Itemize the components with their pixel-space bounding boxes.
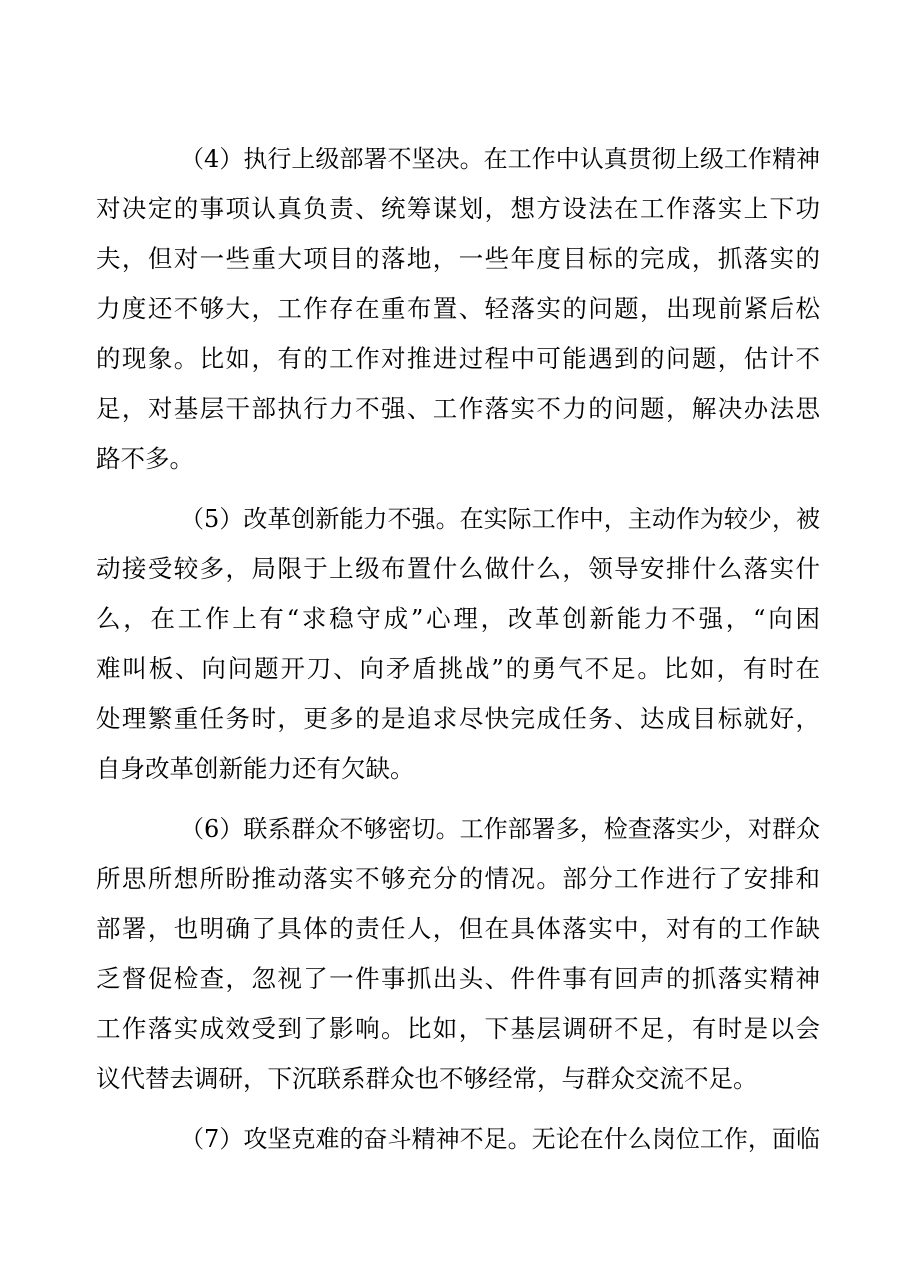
text-line: （7）攻坚克难的奋斗精神不足。无论在什么岗位工作，面临 <box>180 1125 820 1153</box>
text-line: 的现象。比如，有的工作对推进过程中可能遇到的问题，估计不 <box>96 344 820 373</box>
text-line: 动接受较多，局限于上级布置什么做什么，领导安排什么落实什 <box>96 554 820 583</box>
text-line: （6）联系群众不够密切。工作部署多，检查落实少，对群众 <box>180 815 820 843</box>
text-line: 夫，但对一些重大项目的落地，一些年度目标的完成，抓落实的 <box>96 244 820 273</box>
text-line: 难叫板、向问题开刀、向矛盾挑战”的勇气不足。比如，有时在 <box>96 654 820 683</box>
text-line: 路不多。 <box>96 444 194 473</box>
text-line: 处理繁重任务时，更多的是追求尽快完成任务、达成目标就好， <box>96 704 820 733</box>
text-line: （5）改革创新能力不强。在实际工作中，主动作为较少，被 <box>180 505 820 533</box>
text-line: 工作落实成效受到了影响。比如，下基层调研不足，有时是以会 <box>96 1014 820 1043</box>
text-line: 么，在工作上有“求稳守成”心理，改革创新能力不强，“向困 <box>96 604 820 633</box>
text-line: 足，对基层干部执行力不强、工作落实不力的问题，解决办法思 <box>96 394 820 423</box>
text-line: 部署，也明确了具体的责任人，但在具体落实中，对有的工作缺 <box>96 914 820 943</box>
text-line: 自身改革创新能力还有欠缺。 <box>96 754 415 783</box>
text-line: 议代替去调研，下沉联系群众也不够经常，与群众交流不足。 <box>96 1064 758 1093</box>
text-line: 力度还不够大，工作存在重布置、轻落实的问题，出现前紧后松 <box>96 294 820 323</box>
text-line: 所思所想所盼推动落实不够充分的情况。部分工作进行了安排和 <box>96 864 820 893</box>
text-line: 乏督促检查，忽视了一件事抓出头、件件事有回声的抓落实精神 <box>96 964 820 993</box>
text-line: （4）执行上级部署不坚决。在工作中认真贯彻上级工作精神 <box>180 145 820 173</box>
text-line: 对决定的事项认真负责、统筹谋划，想方设法在工作落实上下功 <box>96 194 820 223</box>
